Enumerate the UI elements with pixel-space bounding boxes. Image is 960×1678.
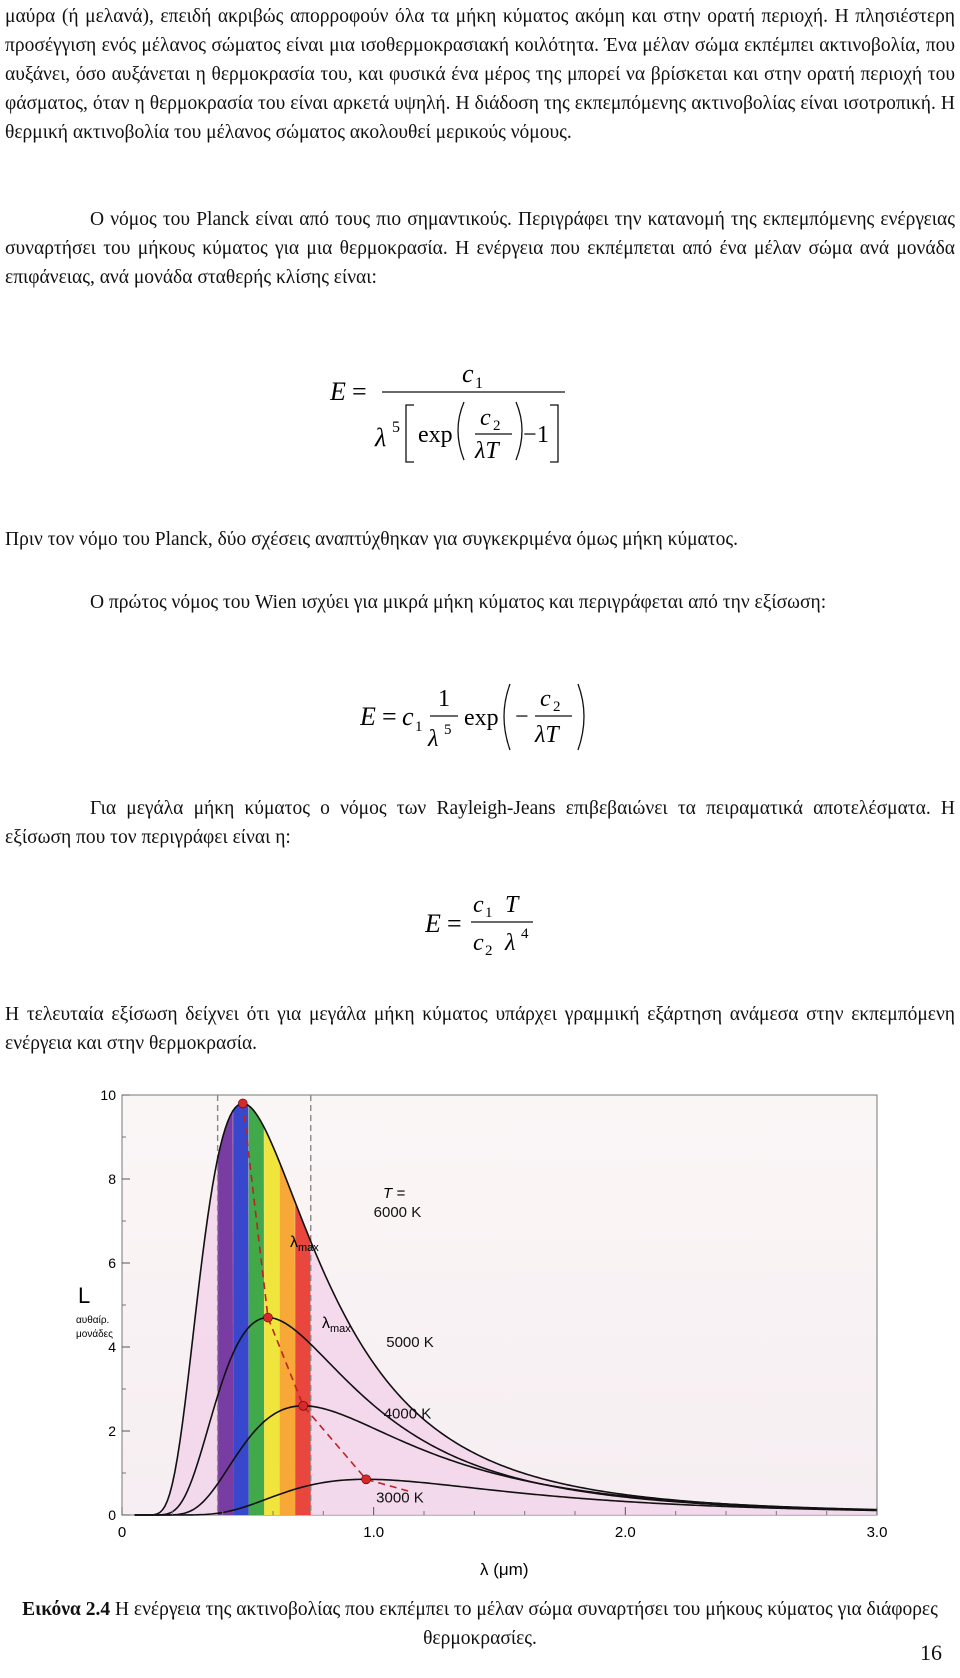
bracket-right xyxy=(550,405,558,462)
figure-caption xyxy=(0,1595,960,1653)
paragraph-conclusion: Η τελευταία εξίσωση δείχνει ότι για μεγάλα μήκη κύματος υπάρχει γραμμική εξάρτηση ανάμεσα στην εκπεμπόμενη ενέργεια και στην θερμοκρασία. xyxy=(5,1004,955,1054)
eq-five: 5 xyxy=(444,722,452,738)
eq-c1: c xyxy=(473,892,484,918)
y-axis-label: L xyxy=(78,1283,91,1308)
paragraph-planck: Ο νόμος του Planck είναι από τους πιο σημαντικούς. Περιγράφει την κατανομή της εκπεμπόμενης ενέργειας συναρτήσει του μήκους κύματος για μια θερμοκρασία. Η ενέργεια που εκπέμπεται από ένα μέλαν σώμα ανά μονάδα επιφάνειας, ανά μονάδα σταθερής κλίσης είναι: xyxy=(5,209,955,288)
paragraph-rayleigh: Για μεγάλα μήκη κύματος ο νόμος των Rayleigh-Jeans επιβεβαιώνει τα πειραματικά αποτελέσματα. Η εξίσωση που τον περιγράφει είναι η: xyxy=(5,798,955,848)
curve-label: 4000 K xyxy=(383,1405,432,1423)
curve-label: 6000 K xyxy=(373,1203,422,1221)
eq-lambda: λ xyxy=(505,930,516,956)
paren-right xyxy=(578,684,584,750)
eq-c2-sub: 2 xyxy=(553,699,561,715)
page-number: 16 xyxy=(920,1640,942,1665)
lambda-max-label-2: $\lambda_{max}$ xyxy=(322,1315,351,1335)
eq-c1-sub: 1 xyxy=(485,905,493,921)
eq-exp: exp xyxy=(464,705,499,731)
y-tick-label: 10 xyxy=(100,1087,116,1103)
lambda-max-label-1: $\lambda_{max}$ xyxy=(290,1234,319,1254)
eq-c2: c xyxy=(480,405,491,431)
y-tick-label: 2 xyxy=(108,1423,116,1439)
x-tick-label: 2.0 xyxy=(614,1524,636,1541)
rayleigh-jeans-equation xyxy=(425,886,555,966)
y-tick-label: 8 xyxy=(108,1171,116,1187)
planck-equation xyxy=(330,350,590,500)
eq-c1-sub: 1 xyxy=(475,375,483,392)
peak-point xyxy=(299,1401,308,1410)
eq-sign: = xyxy=(352,377,367,406)
peak-point xyxy=(263,1313,272,1322)
x-axis-label: λ (μm) xyxy=(480,1560,529,1579)
curve-label: 3000 K xyxy=(376,1489,424,1507)
caption-text: Η ενέργεια της ακτινοβολίας που εκπέμπει το μέλαν σώμα συναρτήσει του μήκους κύματος για διάφορες θερμοκρασίες. xyxy=(110,1599,938,1649)
y-tick-label: 4 xyxy=(108,1339,116,1355)
caption-label: Εικόνα 2.4 xyxy=(22,1599,111,1620)
paragraph-before-planck: Πριν τον νόμο του Planck, δύο σχέσεις αναπτύχθηκαν για συγκεκριμένα όμως μήκη κύματος. xyxy=(5,529,738,550)
eq-c2: c xyxy=(473,930,484,956)
eq-minus: − xyxy=(523,422,537,448)
eq-lambda: λ xyxy=(375,423,387,452)
x-tick-label: 0 xyxy=(117,1524,127,1541)
eq-exp: exp xyxy=(418,422,453,448)
eq-c2-sub: 2 xyxy=(493,418,501,434)
peak-point xyxy=(238,1099,247,1108)
eq-T: T xyxy=(505,892,519,918)
paragraph-intro: μαύρα (ή μελανά), επειδή ακριβώς απορροφούν όλα τα μήκη κύματος ακόμη και στην ορατή περιοχή. Η πλησιέστερη προσέγγιση ενός μέλανος σώματος είναι μια ισοθερμοκρασιακή κοιλότητα. Ένα μέλαν σώμα εκπέμπει ακτινοβολία, που αυξάνει, όσο αυξάνεται η θερμοκρασία του, και φυσικά ένα μέρος της μπορεί να βρίσκεται και στην ορατή περιοχή του φάσματος, όταν η θερμοκρασία του είναι αρκετά υψηλή. Η διάδοση της εκπεμπόμενης ακτινοβολίας είναι ισοτροπική. Η θερμική ακτινοβολία του μέλανος σώματος ακολουθεί μερικούς νόμους. xyxy=(5,6,955,143)
eq-lambda: λ xyxy=(428,726,439,752)
bracket-left xyxy=(406,405,414,462)
eq-four: 4 xyxy=(521,926,529,942)
eq-c2-sub: 2 xyxy=(485,943,493,959)
spectrum-band xyxy=(233,1103,249,1515)
y-axis-sublabel-1: αυθαίρ. xyxy=(76,1315,110,1326)
y-tick-label: 6 xyxy=(108,1255,116,1271)
paragraph-wien: Ο πρώτος νόμος του Wien ισχύει για μικρά μήκη κύματος και περιγράφεται από την εξίσωση: xyxy=(90,592,827,613)
eq-c2: c xyxy=(540,686,551,712)
spectrum-band xyxy=(218,1111,234,1515)
y-tick-label: 0 xyxy=(108,1507,116,1523)
paren-left xyxy=(458,402,464,460)
eq-lambdaT: λT xyxy=(475,438,499,464)
eq-sign: = xyxy=(447,909,462,938)
temperature-header: T = xyxy=(383,1185,406,1202)
peak-point xyxy=(362,1475,371,1484)
eq-minus: − xyxy=(515,704,529,730)
paren-left xyxy=(504,684,510,750)
eq-E: E xyxy=(330,377,346,406)
y-axis-sublabel-2: μονάδες xyxy=(76,1329,113,1340)
paren-right xyxy=(516,402,522,460)
x-tick-label: 1.0 xyxy=(363,1524,385,1541)
eq-one: 1 xyxy=(438,686,450,712)
eq-one: 1 xyxy=(537,422,549,448)
eq-c1: c xyxy=(402,702,414,731)
eq-lambdaT: λT xyxy=(535,722,559,748)
blackbody-chart xyxy=(60,1085,890,1580)
eq-c1: c xyxy=(462,359,474,388)
eq-c1-sub: 1 xyxy=(415,719,423,735)
spectrum-band xyxy=(280,1163,296,1515)
eq-five: 5 xyxy=(392,419,400,436)
wien-equation xyxy=(360,680,620,790)
curve-label: 5000 K xyxy=(386,1334,434,1351)
eq-E: E xyxy=(425,909,441,938)
x-tick-label: 3.0 xyxy=(866,1524,888,1541)
eq-sign: = xyxy=(382,702,397,731)
eq-E: E xyxy=(360,702,376,731)
